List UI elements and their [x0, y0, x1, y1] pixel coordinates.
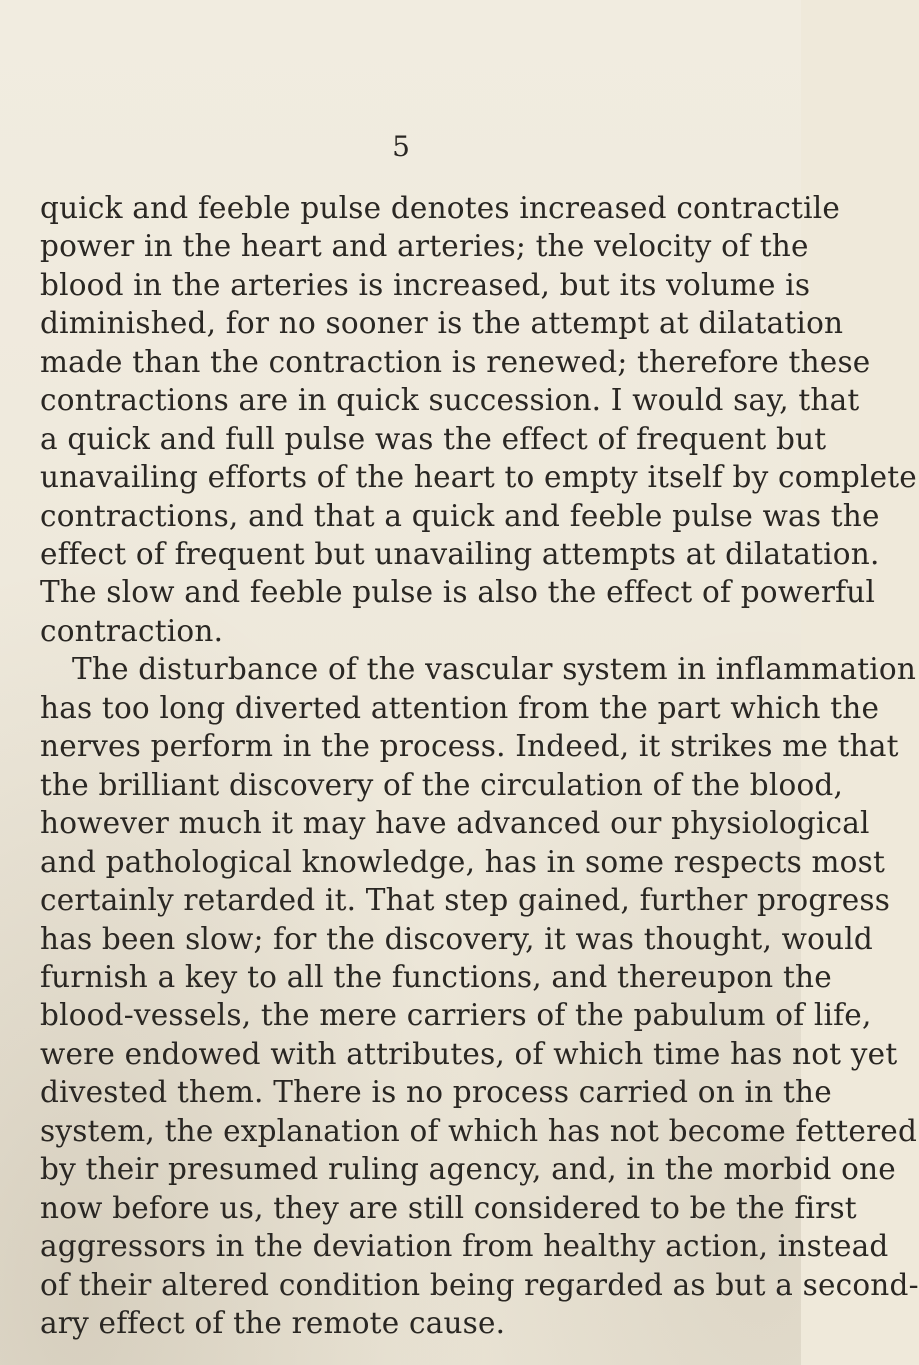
text-line: aggressors in the deviation from healthy action, instead	[40, 1229, 889, 1263]
page-number: 5	[392, 130, 410, 163]
text-line: The disturbance of the vascular system in inflammation	[72, 652, 917, 686]
text-line: ary effect of the remote cause.	[40, 1306, 506, 1340]
text-line: blood-vessels, the mere carriers of the pabulum of life,	[40, 998, 872, 1032]
text-line: nerves perform in the process. Indeed, it strikes me that	[40, 729, 899, 763]
text-line: has been slow; for the discovery, it was thought, would	[40, 922, 873, 956]
text-line: a quick and full pulse was the effect of frequent but	[40, 422, 827, 456]
text-line: system, the explanation of which has not become fettered	[40, 1114, 918, 1148]
text-line: contractions, and that a quick and feeble pulse was the	[40, 499, 880, 533]
text-line: contraction.	[40, 614, 224, 648]
text-line: furnish a key to all the functions, and thereupon the	[40, 960, 832, 994]
text-line: quick and feeble pulse denotes increased contractile	[40, 191, 841, 225]
text-line: the brilliant discovery of the circulation of the blood,	[40, 768, 844, 802]
text-line: however much it may have advanced our physiological	[40, 806, 870, 840]
text-line: unavailing efforts of the heart to empty itself by complete	[40, 460, 917, 494]
text-line: diminished, for no sooner is the attempt at dilatation	[40, 306, 844, 340]
text-line: effect of frequent but unavailing attempts at dilatation.	[40, 537, 880, 571]
text-line: were endowed with attributes, of which time has not yet	[40, 1037, 898, 1071]
text-line: power in the heart and arteries; the velocity of the	[40, 229, 809, 263]
text-line: has too long diverted attention from the part which the	[40, 691, 880, 725]
text-line: certainly retarded it. That step gained, further progress	[40, 883, 891, 917]
text-line: blood in the arteries is increased, but its volume is	[40, 268, 811, 302]
text-line: contractions are in quick succession. I would say, that	[40, 383, 860, 417]
text-line: now before us, they are still considered to be the first	[40, 1191, 857, 1225]
text-line: The slow and feeble pulse is also the effect of powerful	[40, 575, 876, 609]
text-line: and pathological knowledge, has in some respects most	[40, 845, 886, 879]
text-line: by their presumed ruling agency, and, in the morbid one	[40, 1152, 896, 1186]
text-line: of their altered condition being regarded as but a second-	[40, 1268, 919, 1302]
text-line: divested them. There is no process carried on in the	[40, 1075, 832, 1109]
text-line: made than the contraction is renewed; therefore these	[40, 345, 871, 379]
